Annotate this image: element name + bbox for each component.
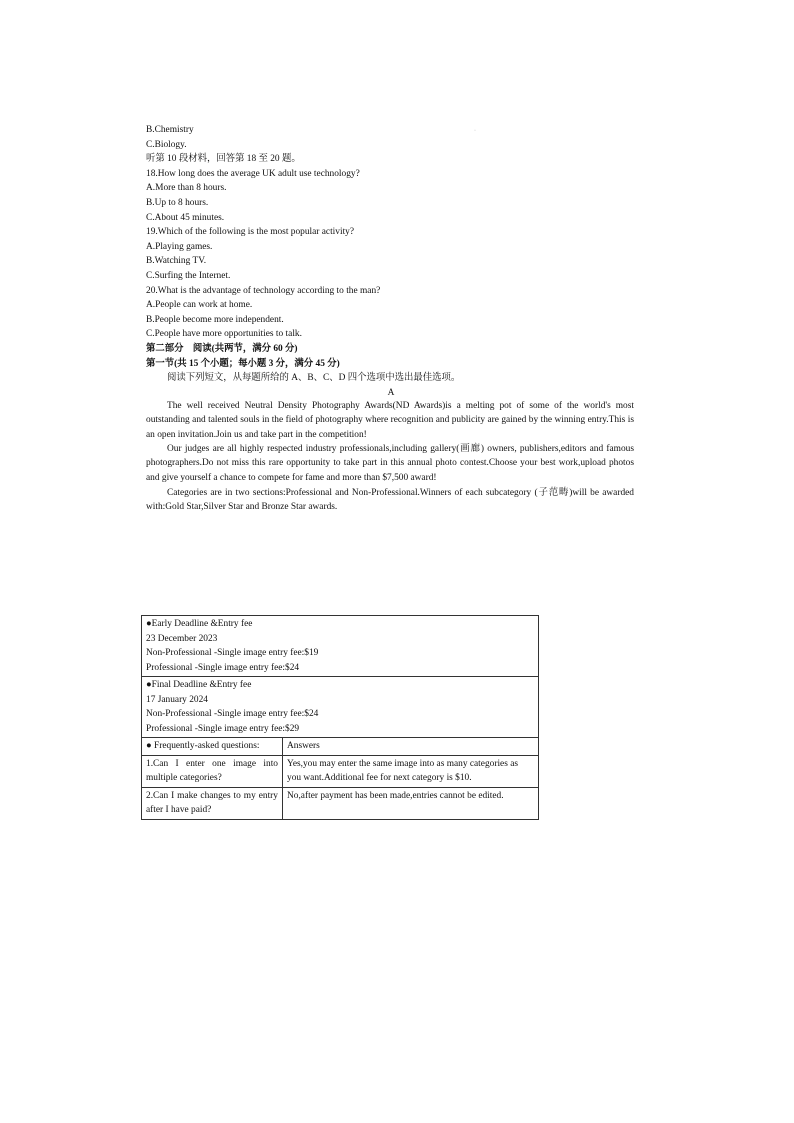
- early-deadline-title: ●Early Deadline &Entry fee: [146, 619, 253, 629]
- final-pro-fee: Professional -Single image entry fee:$29: [146, 723, 300, 734]
- option-line: C.Surfing the Internet.: [146, 270, 231, 281]
- option-line: B.People become more independent.: [146, 314, 284, 325]
- reading-part-title: 第二部分 阅读(共两节，满分 60 分): [146, 343, 298, 354]
- final-non-pro-fee: Non-Professional -Single image entry fee:$24: [146, 709, 319, 719]
- early-pro-fee: Professional -Single image entry fee:$24: [146, 662, 300, 673]
- final-deadline-date: 17 January 2024: [146, 694, 208, 705]
- reading-instruction: 阅读下列短文，从每题所给的 A、B、C、D 四个选项中选出最佳选项。: [167, 373, 461, 384]
- listening-instruction: 听第 10 段材料，回答第 18 至 20 题。: [146, 154, 301, 165]
- question-18: 18.How long does the average UK adult use technology?: [146, 168, 360, 179]
- reading-section-title: 第一节(共 15 个小题；每小题 3 分，满分 45 分): [146, 358, 340, 369]
- question-20: 20.What is the advantage of technology according to the man?: [146, 285, 381, 296]
- faq-question: 1.Can I enter one image into multiple categories?: [142, 755, 283, 787]
- faq-answer: No,after payment has been made,entries cannot be edited.: [283, 787, 539, 819]
- table-row: [142, 755, 539, 787]
- entry-info-table: [141, 615, 539, 820]
- listening-section: [146, 123, 636, 400]
- option-line: B.Watching TV.: [146, 256, 207, 267]
- table-row: [142, 787, 539, 819]
- early-deadline-date: 23 December 2023: [146, 633, 218, 644]
- option-line: B.Chemistry: [146, 125, 194, 135]
- option-line: A.More than 8 hours.: [146, 183, 227, 194]
- final-deadline-cell: [142, 677, 539, 738]
- table-row: [142, 616, 539, 677]
- passage-paragraph: Categories are in two sections:Professional and Non-Professional.Winners of each subcategory (子范畴)will be awarded with:Gold Star,Silver Star and Bronze Star awards.: [146, 488, 634, 513]
- early-non-pro-fee: Non-Professional -Single image entry fee:$19: [146, 648, 319, 658]
- faq-answer: Yes,you may enter the same image into as many categories as you want.Additional fee for next category is $10.: [283, 755, 539, 787]
- faq-question: 2.Can I make changes to my entry after I have paid?: [142, 787, 283, 819]
- passage-paragraph: The well received Neutral Density Photography Awards(ND Awards)is a melting pot of some of the world's most outstanding and talented souls in the field of photography where recognition and publicity are gained by the winning entry.This is an open invitation.Join us and take part in the competition!: [146, 401, 634, 440]
- option-line: B.Up to 8 hours.: [146, 197, 209, 208]
- table-header-row: [142, 738, 539, 756]
- option-line: A.People can work at home.: [146, 300, 253, 311]
- final-deadline-title: ●Final Deadline &Entry fee: [146, 680, 252, 690]
- table-row: [142, 677, 539, 738]
- option-line: C.People have more opportunities to talk.: [146, 329, 302, 340]
- answers-header: Answers: [283, 738, 539, 756]
- option-line: C.About 45 minutes.: [146, 212, 225, 223]
- early-deadline-cell: [142, 616, 539, 677]
- passage-paragraph: Our judges are all highly respected industry professionals,including gallery(画廊) owners, publishers,editors and famous photographers.Do not miss this rare opportunity to take part in this annual photo contest.Choose your best work,upload photos and give yourself a chance to compete for fame and more than $7,500 award!: [146, 444, 634, 483]
- stray-mark: ·: [474, 128, 476, 134]
- faq-header: ● Frequently-asked questions:: [142, 738, 283, 756]
- option-line: C.Biology.: [146, 139, 187, 150]
- question-19: 19.Which of the following is the most popular activity?: [146, 227, 355, 238]
- option-line: A.Playing games.: [146, 241, 213, 252]
- passage-label: A: [387, 387, 395, 398]
